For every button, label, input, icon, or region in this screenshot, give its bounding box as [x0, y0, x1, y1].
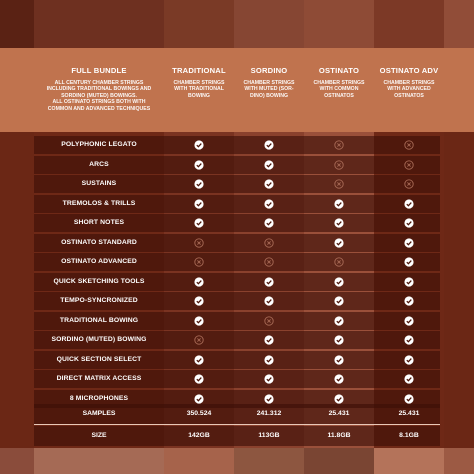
description-line: DINO) BOWING [249, 92, 289, 99]
description-line: CHAMBER STRINGS [383, 80, 435, 86]
description-line: OSTINATOS [394, 92, 424, 99]
column-title: FULL BUNDLE [71, 66, 127, 75]
top-decorative-band [0, 0, 474, 48]
band-swatch [374, 0, 444, 48]
table-row [34, 312, 440, 330]
feature-label: TEMPO-SYNCRONIZED [60, 297, 138, 304]
description-line: COMMON AND ADVANCED TECHNIQUES [47, 105, 151, 112]
table-row [34, 156, 440, 174]
check-icon [374, 253, 444, 271]
description-line: OSTINATOS [324, 92, 354, 99]
table-row [34, 175, 440, 193]
feature-label: OSTINATO ADVANCED [61, 258, 137, 265]
stat-value: 11.8GB [327, 432, 351, 439]
column-description [304, 80, 374, 99]
band-swatch [164, 448, 234, 474]
stat-value: 142GB [188, 432, 210, 439]
check-icon [164, 136, 234, 154]
feature-label: 8 MICROPHONES [69, 394, 129, 402]
table-row [34, 273, 440, 291]
check-icon [164, 175, 234, 193]
description-line: CHAMBER STRINGS [313, 80, 365, 86]
table-row [34, 253, 440, 271]
description-line: INCLUDING TRADITIONAL BOWINGS AND [46, 86, 152, 93]
cross-icon [374, 136, 444, 154]
band-swatch [374, 448, 444, 474]
band-swatch [0, 0, 34, 48]
check-icon [234, 370, 304, 388]
feature-label: OSTINATO STANDARD [61, 238, 137, 246]
check-icon [164, 351, 234, 369]
stat-value: 113GB [258, 432, 280, 439]
check-icon [374, 273, 444, 291]
description-line: BOWING [188, 92, 210, 99]
feature-label: TREMOLOS & TRILLS [62, 199, 136, 207]
check-icon [234, 156, 304, 174]
cross-icon [374, 175, 444, 193]
column-description [234, 80, 304, 99]
band-swatch [164, 0, 234, 48]
check-icon [164, 156, 234, 174]
cross-icon [164, 331, 234, 349]
stat-value: 241.312 [256, 410, 282, 417]
check-icon [374, 331, 444, 349]
band-swatch [304, 448, 374, 474]
cross-icon [234, 253, 304, 271]
description-line: WITH TRADITIONAL [174, 86, 224, 93]
band-swatch [34, 0, 164, 48]
feature-label: SORDINO (MUTED) BOWING [51, 336, 147, 343]
table-row [34, 136, 440, 154]
check-icon [304, 273, 374, 291]
check-icon [374, 292, 444, 310]
band-swatch [234, 0, 304, 48]
column-header [304, 48, 374, 132]
table-row [34, 214, 440, 232]
check-icon [164, 312, 234, 330]
column-header [34, 48, 164, 132]
feature-label: ARCS [89, 160, 109, 168]
band-swatch [234, 448, 304, 474]
check-icon [304, 292, 374, 310]
cross-icon [234, 312, 304, 330]
description-line: CHAMBER STRINGS [173, 80, 225, 86]
check-icon [304, 234, 374, 252]
column-header [374, 48, 444, 132]
check-icon [234, 175, 304, 193]
band-swatch [304, 0, 374, 48]
check-icon [374, 351, 444, 369]
table-row [34, 331, 440, 349]
check-icon [164, 292, 234, 310]
column-title: OSTINATO ADV [379, 66, 439, 75]
feature-label: SHORT NOTES [73, 219, 125, 226]
column-header [234, 48, 304, 132]
check-icon [304, 312, 374, 330]
stat-value: 25.431 [398, 410, 420, 417]
band-swatch [34, 448, 164, 474]
check-icon [164, 195, 234, 213]
cross-icon [304, 136, 374, 154]
check-icon [234, 273, 304, 291]
table-row [34, 234, 440, 252]
check-icon [304, 370, 374, 388]
cross-icon [164, 234, 234, 252]
feature-comparison-table [0, 132, 474, 448]
stat-row [34, 426, 440, 446]
column-header [164, 48, 234, 132]
cross-icon [304, 156, 374, 174]
check-icon [234, 195, 304, 213]
stat-row [34, 404, 440, 424]
check-icon [234, 136, 304, 154]
check-icon [234, 331, 304, 349]
band-swatch [444, 0, 474, 48]
check-icon [304, 331, 374, 349]
feature-label: DIRECT MATRIX ACCESS [56, 375, 142, 382]
stat-value: 25.431 [328, 410, 350, 417]
check-icon [234, 214, 304, 232]
table-row [34, 351, 440, 369]
check-icon [164, 370, 234, 388]
check-icon [164, 214, 234, 232]
description-line: CHAMBER STRINGS [243, 80, 295, 86]
description-line: WITH ADVANCED [387, 86, 431, 93]
band-swatch [0, 448, 34, 474]
stat-label: SIZE [91, 432, 107, 439]
cross-icon [304, 175, 374, 193]
check-icon [164, 273, 234, 291]
table-row [34, 195, 440, 213]
check-icon [374, 234, 444, 252]
check-icon [304, 214, 374, 232]
description-line: WITH MUTED (SOR- [244, 86, 294, 93]
description-line: ALL OSTINATO STRINGS BOTH WITH [52, 99, 146, 106]
stats-divider [34, 424, 440, 425]
check-icon [234, 351, 304, 369]
check-icon [304, 195, 374, 213]
column-header-panel [0, 48, 474, 132]
stat-value: 350.524 [186, 410, 212, 417]
stat-value: 8.1GB [399, 432, 419, 439]
cross-icon [304, 253, 374, 271]
stat-label: SAMPLES [82, 410, 116, 417]
check-icon [374, 214, 444, 232]
cross-icon [234, 234, 304, 252]
check-icon [374, 195, 444, 213]
feature-label: TRADITIONAL BOWING [59, 316, 139, 324]
band-swatch [444, 448, 474, 474]
description-line: WITH COMMON [319, 86, 359, 93]
column-title: SORDINO [250, 66, 288, 75]
feature-label: SUSTAINS [81, 180, 117, 187]
feature-label: QUICK SECTION SELECT [56, 355, 142, 363]
feature-label: QUICK SKETCHING TOOLS [53, 277, 145, 285]
bottom-decorative-band [0, 448, 474, 474]
column-title: TRADITIONAL [172, 66, 226, 75]
cross-icon [374, 156, 444, 174]
column-description [164, 80, 234, 99]
table-row [34, 292, 440, 310]
feature-label: POLYPHONIC LEGATO [61, 141, 137, 148]
column-description [34, 80, 164, 112]
check-icon [234, 292, 304, 310]
check-icon [374, 370, 444, 388]
description-line: SORDINO (MUTED) BOWINGS. [61, 92, 137, 99]
check-icon [304, 351, 374, 369]
description-line: ALL CENTURY CHAMBER STRINGS [54, 80, 144, 86]
column-description [374, 80, 444, 99]
column-title: OSTINATO [318, 66, 360, 75]
table-row [34, 370, 440, 388]
check-icon [374, 312, 444, 330]
cross-icon [164, 253, 234, 271]
